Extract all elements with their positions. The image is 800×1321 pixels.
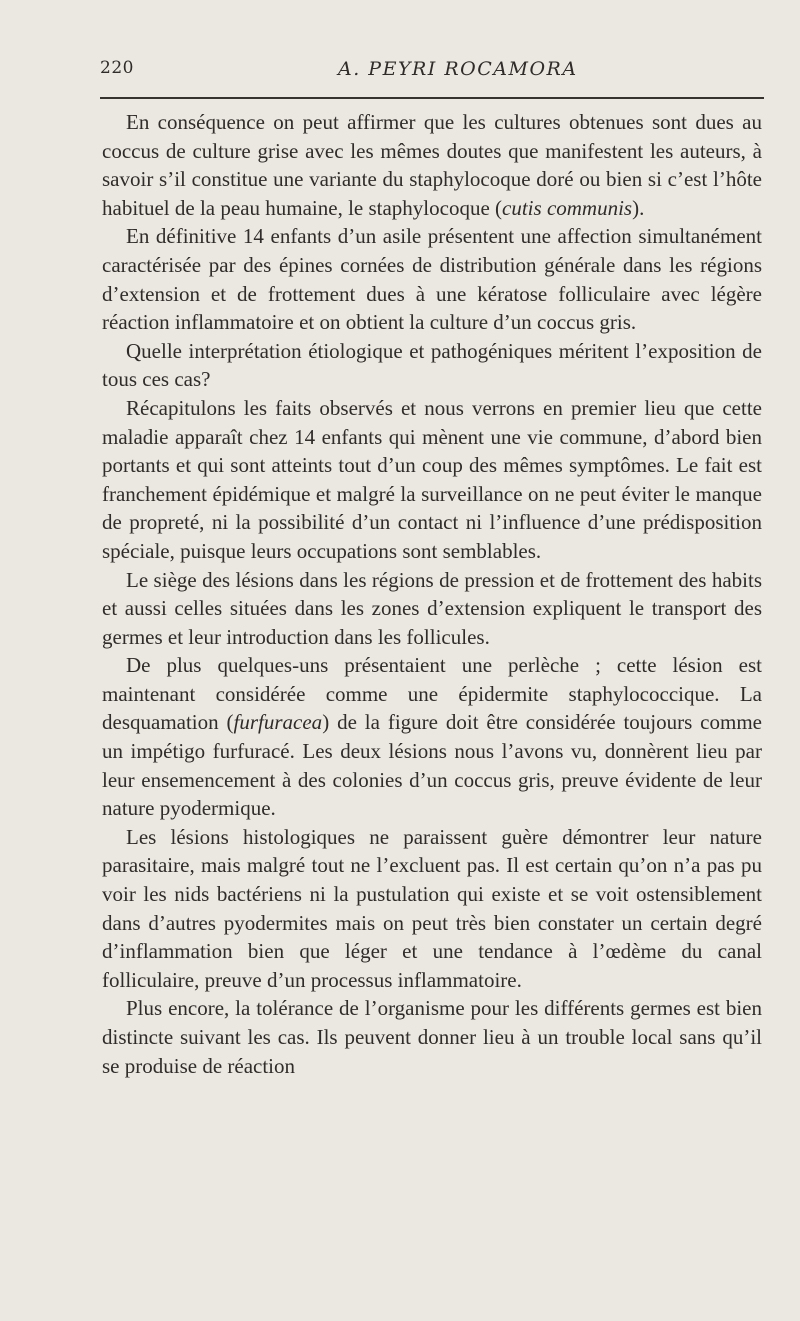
running-head: A. PEYRI ROCAMORA: [338, 58, 578, 80]
paragraph: Les lésions histologiques ne paraissent guère démontrer leur nature parasitaire, mais malgré tout ne l’excluent pas. Il est certain qu’on n’a pas pu voir les nids bactériens ni la pustulation qui existe et se voit ostensiblement dans d’autres pyodermites mais on peut très bien constater un certain degré d’inflammation bien que léger et une tendance à l’œdème du canal folliculaire, preuve d’un processus inflammatoire.: [102, 824, 762, 992]
page-number: 220: [100, 58, 134, 78]
paragraph: De plus quelques-uns présentaient une perlèche ; cette lésion est maintenant considérée comme une épidermite staphylococcique. La desquamation (furfuracea) de la figure doit être considérée toujours comme un impétigo furfuracé. Les deux lésions nous l’avons vu, donnèrent lieu par leur ensemencement à des colonies d’un coccus gris, preuve évidente de leur nature pyodermique.: [102, 653, 762, 821]
paragraph: Le siège des lésions dans les régions de pression et de frottement des habits et aussi celles situées dans les zones d’extension expliquent le transport des germes et leur introduction dans les follicules.: [102, 567, 762, 649]
page-header: [100, 58, 760, 86]
paragraph: En conséquence on peut affirmer que les cultures obtenues sont dues au coccus de culture grise avec les mêmes doutes que manifestent les auteurs, à savoir s’il constitue une variante du staphylocoque doré ou bien si c’est l’hôte habituel de la peau humaine, le staphylocoque (cutis communis).: [102, 110, 762, 220]
paragraph: En définitive 14 enfants d’un asile présentent une affection simultanément caractérisée par des épines cornées de distribution générale dans les régions d’extension et de frottement dues à une kératose folliculaire avec légère réaction inflammatoire et on obtient la culture d’un coccus gris.: [102, 224, 762, 335]
body-text: [102, 108, 762, 1080]
paragraph: Plus encore, la tolérance de l’organisme pour les différents germes est bien distincte suivant les cas. Ils peuvent donner lieu à un trouble local sans qu’il se produise de réaction: [102, 996, 762, 1078]
paragraph: Récapitulons les faits observés et nous verrons en premier lieu que cette maladie apparaît chez 14 enfants qui mènent une vie commune, d’abord bien portants et qui sont atteints tout d’un coup des mêmes symptômes. Le fait est franchement épidémique et malgré la surveillance on ne peut éviter le manque de propreté, ni la possibilité d’un contact ni l’influence d’une prédisposition spéciale, puisque leurs occupations sont semblables.: [102, 395, 762, 563]
paragraph: Quelle interprétation étiologique et pathogéniques méritent l’exposition de tous ces cas?: [102, 338, 762, 392]
header-rule: [100, 97, 764, 99]
